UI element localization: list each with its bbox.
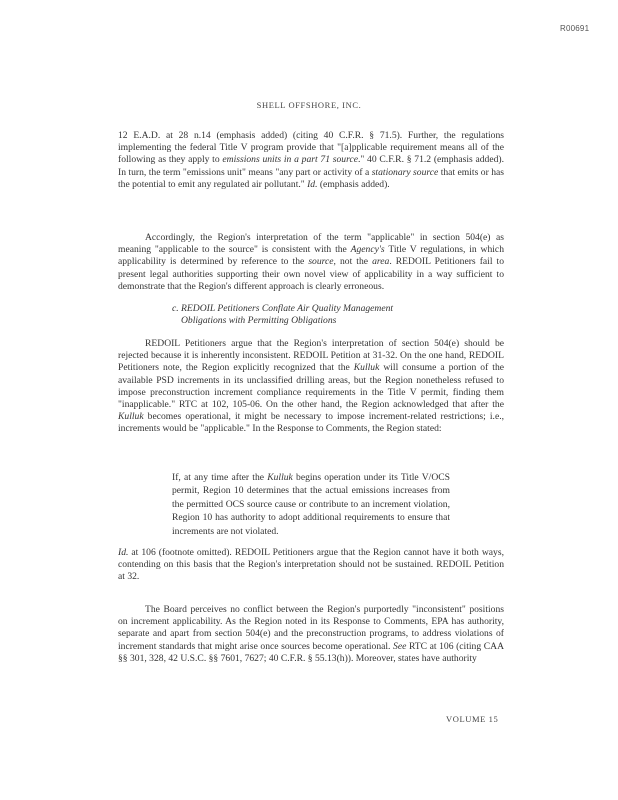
footer-volume: VOLUME 15: [446, 714, 499, 724]
paragraph-4: [118, 547, 504, 584]
block-quote: [172, 471, 450, 538]
quote-text-a: If, at any time after the: [172, 472, 268, 483]
section-heading: [172, 303, 462, 327]
quote-text-b: begins operation under its Title V/OCS permit, Region 10 determines that the actual emissions increases from the permitted OCS source cause or contribute to an increment violation, Region 10 has authority to adopt additional requirements to ensure that increments are not violated.: [172, 472, 450, 537]
paragraph-3: [118, 338, 504, 436]
p1-emphasis-3: Id.: [307, 178, 318, 190]
p1-text-a: 12 E.A.D. at 28 n.14 (emphasis added) (citing 40 C.F.R. § 71.5). Further, the regulations implementing the federal Title V program provide that "[a]pplicable requirement means all of the following as they apply to: [118, 130, 504, 166]
p2-emphasis-2: source: [308, 256, 334, 268]
p3-text-c: becomes operational, it might be necessary to impose increment-related restrictions; i.e., increments would be "applicable." In the Response to Comments, the Region stated:: [118, 411, 504, 435]
section-heading-line-2: Obligations with Permitting Obligations: [181, 315, 337, 327]
p2-text-a: Accordingly, the Region's interpretation of the term "applicable" in section 504(e) as meaning "applicable to the source" is consistent with the: [118, 232, 504, 256]
paragraph-1: [118, 130, 504, 191]
p4-emphasis-1: Id.: [118, 547, 129, 558]
p4-text-a: at 106 (footnote omitted). REDOIL Petitioners argue that the Region cannot have it both ways, contending on this basis that the Region's interpretation should not be sustained. REDOIL Petition at 32.: [118, 547, 504, 583]
p5-emphasis-1: See: [393, 640, 407, 652]
p5-text-a: The Board perceives no conflict between the Region's purportedly "inconsistent" positions on increment applicability. As the Region noted in its Response to Comments, EPA has authority, separate and apart from section 504(e) and the preconstruction programs, to address violations of increment standards that might arise once sources become operational.: [118, 604, 504, 652]
p2-emphasis-3: area: [372, 256, 390, 268]
section-heading-line-1: c. REDOIL Petitioners Conflate Air Quality Management: [172, 303, 394, 314]
p1-text-c: that emits or has the potential to emit any regulated air pollutant.": [118, 166, 504, 190]
p1-text-b: ." 40 C.F.R. § 71.2 (emphasis added). In turn, the term "emissions unit" means "any part or activity of a: [118, 154, 504, 178]
p2-text-c: , not the: [333, 256, 373, 268]
p5-text-b: RTC at 106 (citing CAA §§ 301, 328, 42 U.S.C. §§ 7601, 7627; 40 C.F.R. § 55.13(h)). Moreover, states have authority: [118, 640, 504, 664]
p1-emphasis-2: stationary source: [371, 166, 439, 178]
p2-text-b: Title V regulations, in which applicability is determined by reference to the: [118, 244, 504, 268]
p2-emphasis-1: Agency's: [350, 244, 385, 256]
paragraph-2: [118, 232, 504, 293]
p3-emphasis-2: Kulluk: [118, 411, 144, 423]
quote-emphasis-1: Kulluk: [267, 472, 293, 483]
page-number: R00691: [560, 24, 590, 33]
p2-text-d: . REDOIL Petitioners fail to present legal authorities supporting their own novel view of applicability in a way sufficient to demonstrate that the Region's different approach is clearly erroneous.: [118, 256, 505, 292]
running-header: SHELL OFFSHORE, INC.: [256, 100, 362, 110]
p1-text-d: (emphasis added).: [317, 178, 390, 190]
p3-emphasis-1: Kulluk: [353, 362, 380, 374]
p3-text-b: will consume a portion of the available PSD increments in its unclassified drilling areas, but the Region nonetheless refused to impose preconstruction increment compliance requirements in the Title V permit, finding them "inapplicable." RTC at 102, 105-06. On the other hand, the Region acknowledged that after the: [118, 362, 505, 411]
p1-emphasis-1: emissions units in a part 71 source: [222, 154, 358, 166]
paragraph-5: [118, 604, 504, 665]
p3-text-a: REDOIL Petitioners argue that the Region's interpretation of section 504(e) should be rejected because it is inherently inconsistent. REDOIL Petition at 31-32. On the one hand, REDOIL Petitioners note, the Region explicitly recognized that the: [118, 338, 504, 374]
